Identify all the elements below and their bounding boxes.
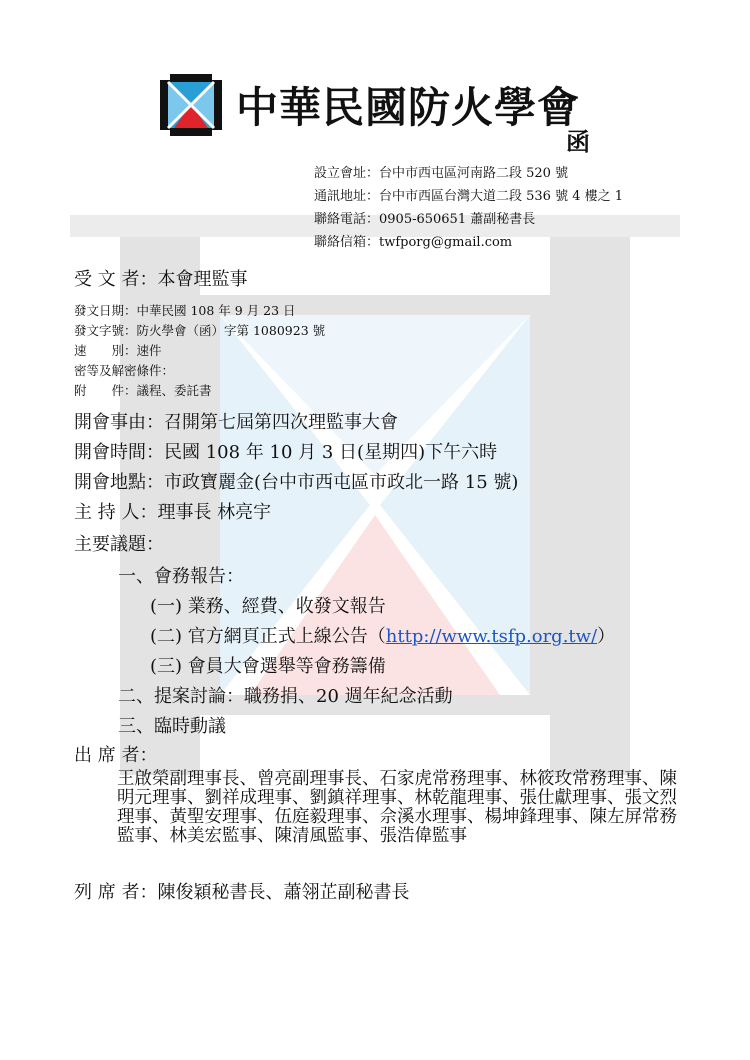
urgency: 速 別：速件 bbox=[74, 343, 162, 358]
address-line: 設立會址：台中市西屯區河南路二段 520 號 bbox=[314, 166, 569, 181]
website-link[interactable]: http://www.tsfp.org.tw/ bbox=[385, 626, 598, 647]
agenda-label: 主要議題： bbox=[74, 534, 164, 555]
address-line: 通訊地址：台中市西區台灣大道二段 536 號 4 樓之 1 bbox=[314, 189, 624, 204]
observers: 列 席 者：陳俊穎秘書長、蕭翎芷副秘書長 bbox=[74, 882, 410, 903]
recipient: 受 文 者：本會理監事 bbox=[74, 269, 248, 290]
issue-number: 發文字號：防火學會（函）字第 1080923 號 bbox=[74, 323, 326, 338]
attendees-list: 王啟榮副理事長、曾亮副理事長、石家虎常務理事、林筱玫常務理事、陳明元理事、劉祥成理事、劉鎮祥理事、林乾龍理事、張仕獻理事、張文烈理事、黃聖安理事、伍庭毅理事、佘溪水理事、楊坤鋒理事、陳左屏常務監事、林美宏監事、陳清風監事、張浩偉監事 bbox=[117, 769, 677, 846]
doc-type: 函 bbox=[566, 127, 590, 156]
email-line: 聯絡信箱：twfporg@gmail.com bbox=[314, 235, 513, 250]
meeting-subject: 開會事由：召開第七屆第四次理監事大會 bbox=[74, 412, 398, 433]
org-name: 中華民國防火學會 bbox=[236, 83, 581, 132]
agenda-sub-2-close: ） bbox=[597, 626, 616, 647]
agenda-item-3: 三、臨時動議 bbox=[118, 716, 226, 737]
agenda-sub-2-text: (二) 官方網頁正式上線公告（ bbox=[150, 626, 386, 647]
meeting-place: 開會地點：市政寶麗金(台中市西屯區市政北一路 15 號) bbox=[74, 472, 519, 493]
org-logo-icon bbox=[160, 74, 222, 136]
issue-date: 發文日期：中華民國 108 年 9 月 23 日 bbox=[74, 303, 296, 318]
agenda-sub-2 bbox=[150, 622, 615, 648]
classification: 密等及解密條件： bbox=[74, 363, 175, 378]
agenda-item-2: 二、提案討論：職務捐、20 週年紀念活動 bbox=[118, 686, 453, 707]
meeting-host: 主 持 人：理事長 林亮宇 bbox=[74, 502, 272, 523]
meeting-time: 開會時間：民國 108 年 10 月 3 日(星期四)下午六時 bbox=[74, 442, 498, 463]
agenda-item-1: 一、會務報告： bbox=[118, 566, 244, 587]
attendees-label: 出 席 者： bbox=[74, 745, 158, 766]
agenda-sub-3: (三) 會員大會選舉等會務籌備 bbox=[150, 656, 386, 677]
agenda-sub-1: (一) 業務、經費、收發文報告 bbox=[150, 596, 386, 617]
phone-line: 聯絡電話：0905-650651 蕭副秘書長 bbox=[314, 212, 536, 227]
attachments: 附 件：議程、委託書 bbox=[74, 383, 212, 398]
